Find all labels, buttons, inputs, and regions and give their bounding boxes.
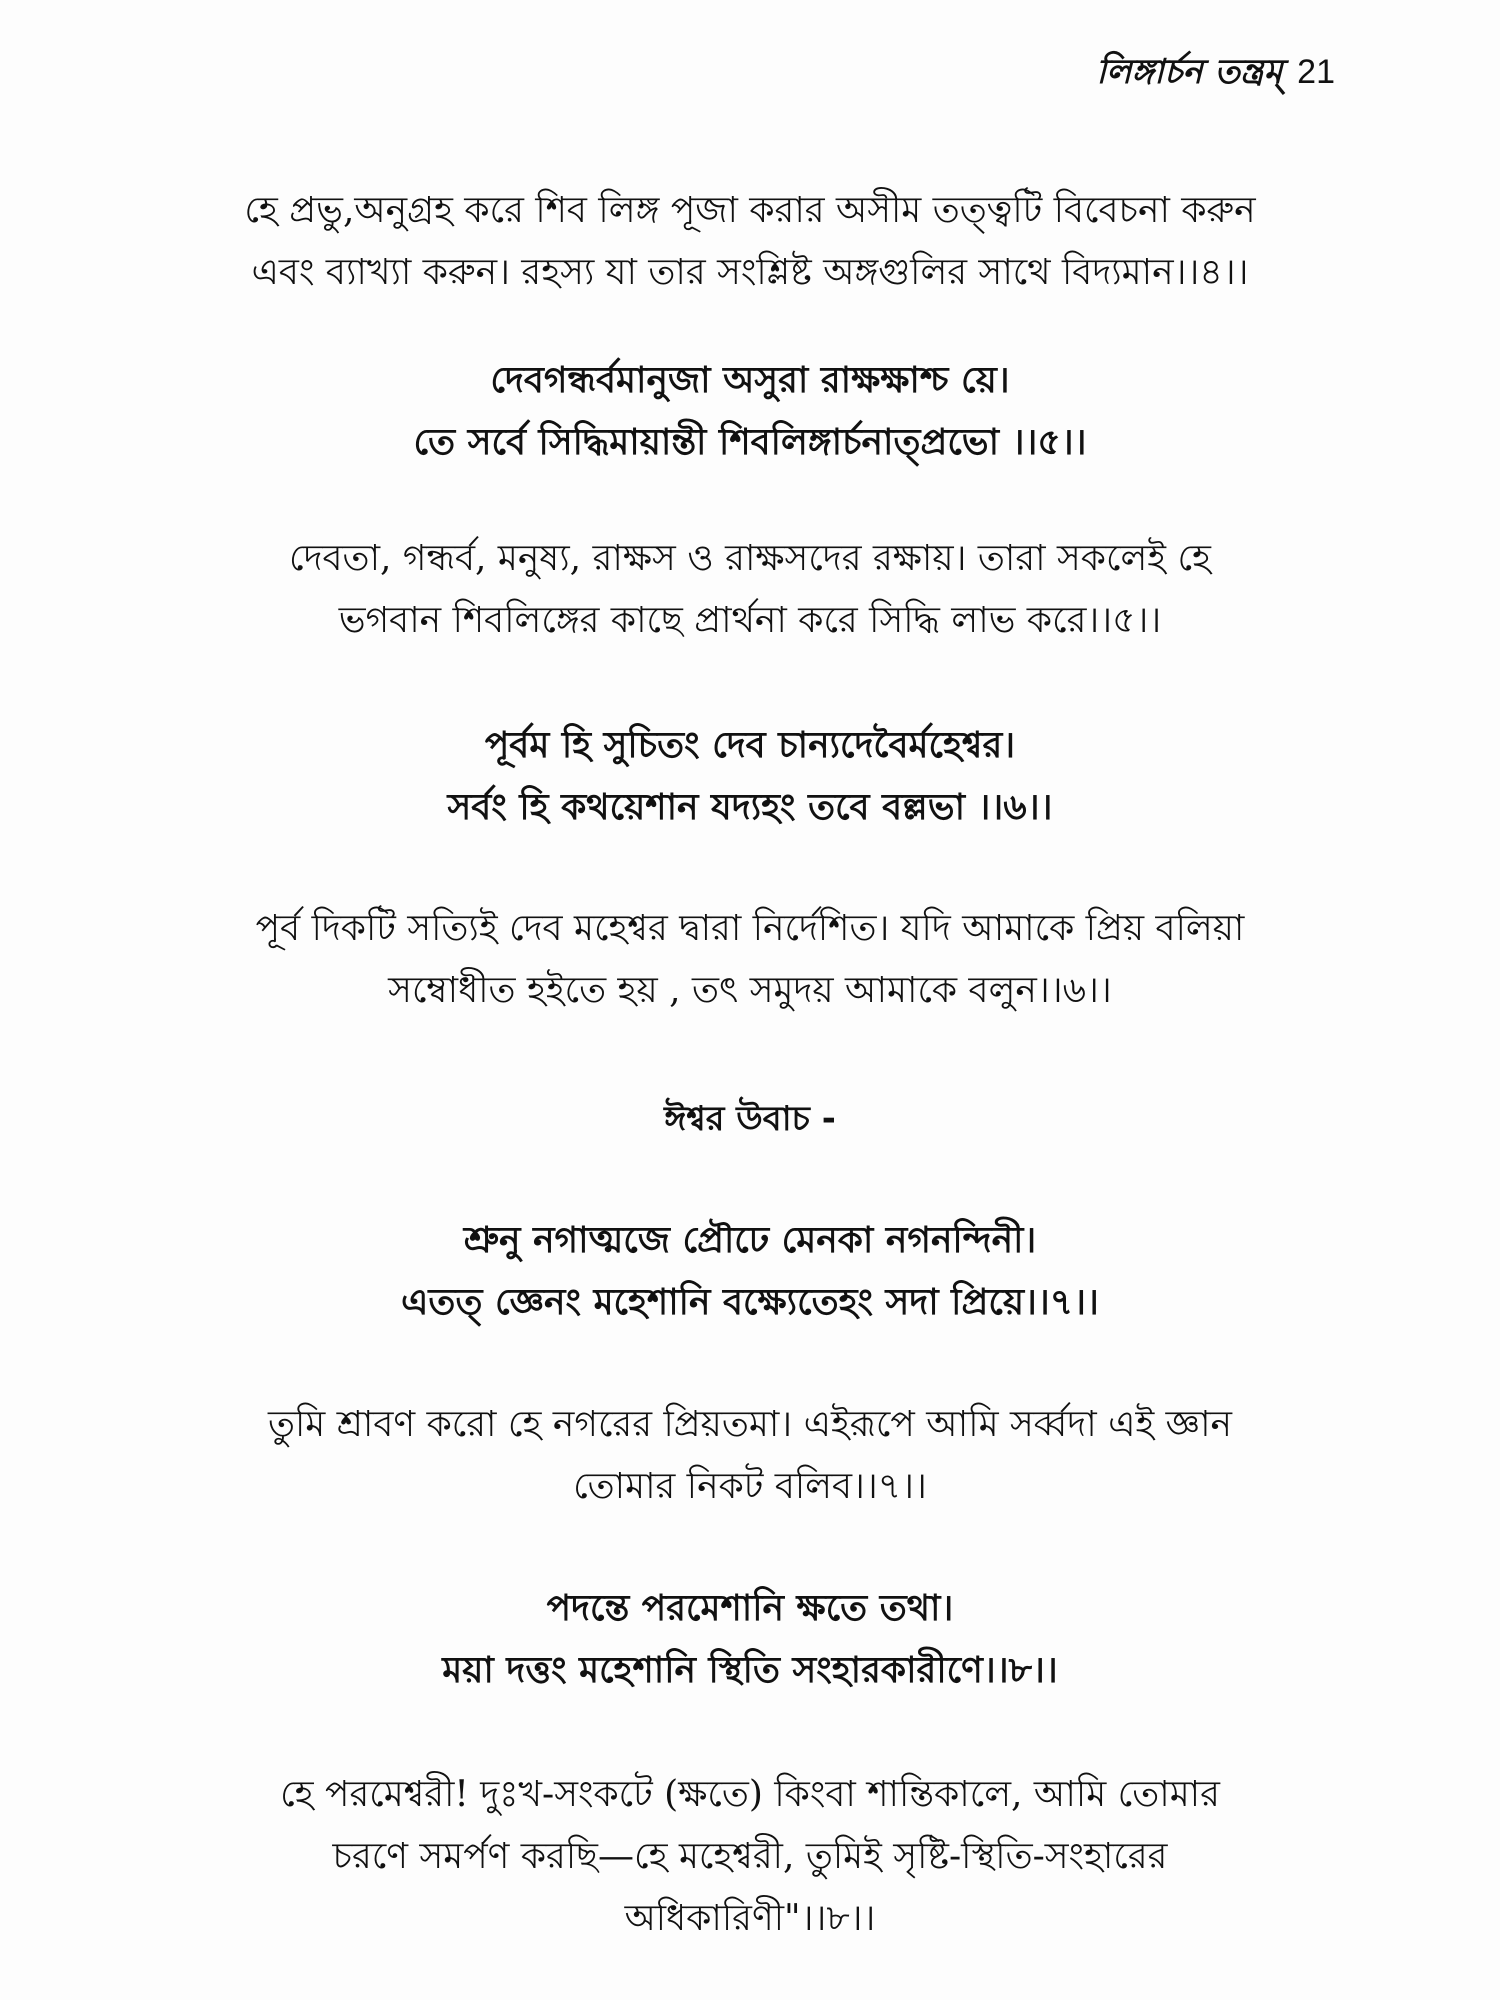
translation-line: হে প্রভু,অনুগ্রহ করে শিব লিঙ্গ পূজা করার অসীম তত্ত্বটি বিবেচনা করুন (244, 190, 1256, 231)
speaker-heading (150, 1094, 1350, 1144)
translation-verse-7 (150, 1394, 1350, 1518)
translation-line: পূর্ব দিকটি সত্যিই দেব মহেশ্বর দ্বারা নির্দেশিত। যদি আমাকে প্রিয় বলিয়া (255, 908, 1245, 949)
translation-line: তুমি শ্রাবণ করো হে নগরের প্রিয়তমা। এইরূপে আমি সর্ব্বদা এই জ্ঞান (267, 1404, 1233, 1445)
verse-line: শ্রুনু নগাত্মজে প্রৌঢে মেনকা নগনন্দিনী। (463, 1220, 1037, 1261)
verse-line: পদন্তে পরমেশানি ক্ষতে তথা। (546, 1588, 954, 1629)
sanskrit-verse-5 (150, 350, 1350, 474)
sanskrit-verse-6 (150, 715, 1350, 839)
translation-line: চরণে সমর্পণ করছি—হে মহেশ্বরী, তুমিই সৃষ্টি-স্থিতি-সংহারের (332, 1836, 1168, 1877)
verse-line: দেবগন্ধর্বমানুজা অসুরা রাক্ষক্ষাশ্চ য়ে। (490, 360, 1010, 401)
translation-line: সম্বোধীত হইতে হয় , তৎ সমুদয় আমাকে বলুন।।৬।। (388, 970, 1112, 1011)
translation-line: অধিকারিণী"।।৮।। (624, 1898, 876, 1939)
speaker-label: ঈশ্বর উবাচ - (664, 1099, 836, 1139)
translation-line: ভগবান শিবলিঙ্গের কাছে প্রার্থনা করে সিদ্ধি লাভ করে।।৫।। (338, 600, 1162, 641)
page-number: 21 (1297, 53, 1335, 91)
sanskrit-verse-7 (150, 1210, 1350, 1334)
translation-line: এবং ব্যাখ্যা করুন। রহস্য যা তার সংশ্লিষ্ট অঙ্গগুলির সাথে বিদ্যমান।।৪।। (251, 252, 1249, 293)
verse-line: ময়া দত্তং মহেশানি স্থিতি সংহারকারীণে।।৮।। (442, 1650, 1058, 1691)
translation-verse-6 (150, 898, 1350, 1022)
verse-line: তে সর্বে সিদ্ধিমায়ান্তী শিবলিঙ্গার্চনাত্প্রভো ।।৫।। (413, 422, 1087, 463)
sanskrit-verse-8 (150, 1578, 1350, 1702)
verse-line: পূর্বম হি সুচিতং দেব চান্যদেবৈর্মহেশ্বর। (484, 725, 1016, 766)
translation-line: তোমার নিকট বলিব।।৭।। (573, 1466, 927, 1507)
verse-line: সর্বং হি কথয়েশান যদ্যহং তবে বল্লভা ।।৬।। (447, 787, 1053, 828)
verse-line: এতত্ জ্ঞেনং মহেশানি বক্ষ্যেতেহং সদা প্রিয়ে।।৭।। (401, 1282, 1099, 1323)
book-title: লিঙ্গার্চন তন্ত্রম্ (1096, 52, 1283, 92)
translation-line: দেবতা, গন্ধর্ব, মনুষ্য, রাক্ষস ও রাক্ষসদের রক্ষায়। তারা সকলেই হে (289, 538, 1211, 579)
translation-line: হে পরমেশ্বরী! দুঃখ-সংকটে (ক্ষতে) কিংবা শান্তিকালে, আমি তোমার (280, 1774, 1220, 1815)
translation-verse-4 (150, 180, 1350, 304)
page-header (1096, 52, 1335, 92)
translation-verse-5 (150, 528, 1350, 652)
translation-verse-8 (150, 1764, 1350, 1950)
